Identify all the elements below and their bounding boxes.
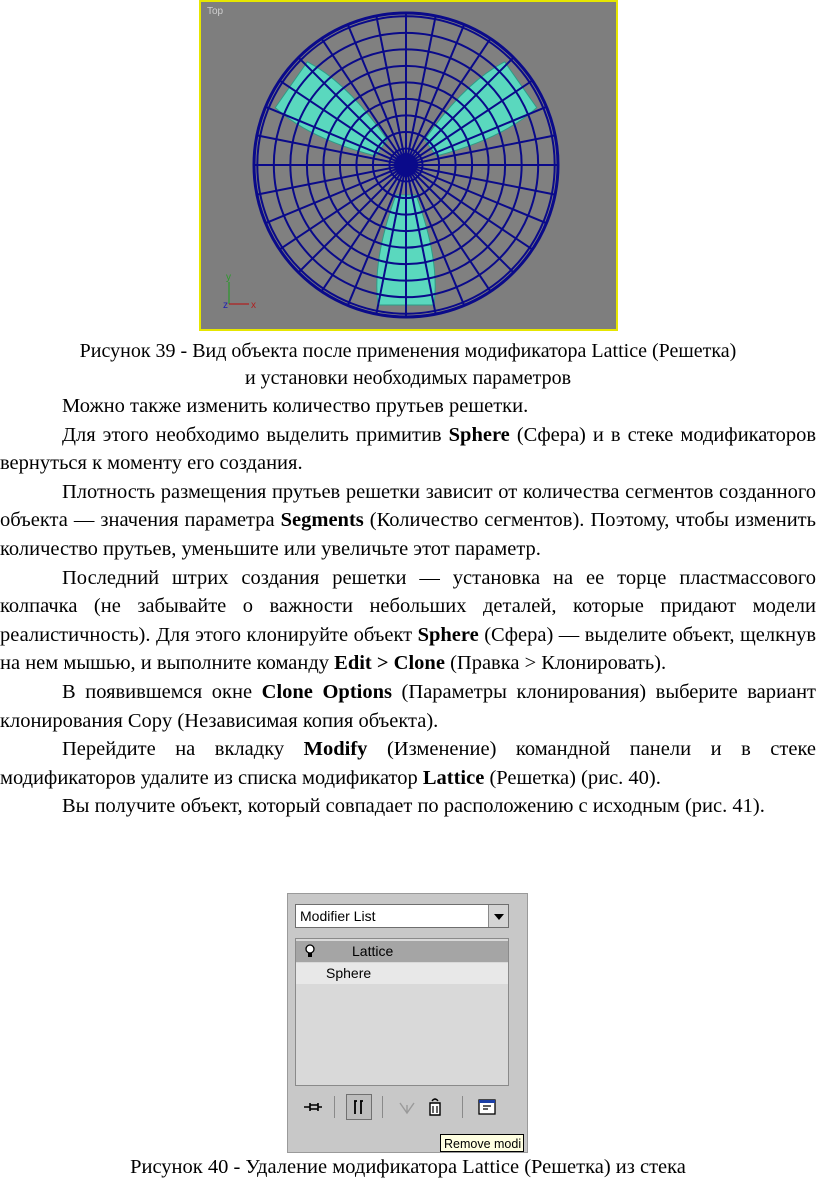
- modifier-list-label: Modifier List: [300, 908, 376, 924]
- figure-40-caption: Рисунок 40 - Удаление модификатора Lattice (Решетка) из стека: [130, 1156, 686, 1178]
- lightbulb-icon[interactable]: [304, 944, 316, 959]
- lattice-sphere-render: [201, 2, 616, 329]
- paragraph: Перейдите на вкладку Modify (Изменение) командной панели и в стеке модификаторов удалите из списка модификатор Lattice (Решетка) (рис. 40).: [0, 738, 816, 789]
- modifier-panel: [287, 893, 528, 1153]
- stack-item-label: Lattice: [352, 943, 394, 959]
- toolbar-separator: [382, 1096, 383, 1118]
- figure-39-caption-line1: Рисунок 39 - Вид объекта после применения модификатора Lattice (Решетка): [79, 340, 737, 362]
- figure-39-caption-line2: и установки необходимых параметров: [244, 367, 572, 389]
- configure-modifier-sets-button[interactable]: [474, 1094, 500, 1120]
- remove-modifier-tooltip: Remove modi: [440, 1134, 524, 1152]
- axis-y-label: y: [226, 272, 231, 283]
- show-end-result-button[interactable]: [346, 1094, 372, 1120]
- remove-modifier-button[interactable]: [422, 1094, 448, 1120]
- body-text: [0, 392, 816, 821]
- viewport-label: Top: [207, 6, 224, 17]
- paragraph: Плотность размещения прутьев решетки зависит от количества сегментов созданного объекта — значения параметра Segments (Количество сегментов). Поэтому, чтобы изменить количество прутьев, уменьшите или увеличьте этот параметр.: [0, 480, 816, 560]
- axis-x-label: x: [251, 300, 256, 311]
- top-viewport[interactable]: [199, 0, 618, 331]
- configure-icon: [474, 1094, 500, 1120]
- modifier-stack: [295, 938, 509, 1086]
- paragraph: Для этого необходимо выделить примитив Sphere (Сфера) и в стеке модификаторов вернуться к моменту его создания.: [0, 423, 816, 475]
- toolbar-separator: [334, 1096, 335, 1118]
- toolbar-separator: [462, 1096, 463, 1118]
- stack-toolbar: [288, 1094, 527, 1124]
- paragraph: В появившемся окне Clone Options (Параметры клонирования) выберите вариант клонирования Copy (Независимая копия объекта).: [0, 680, 816, 732]
- stack-item-label: Sphere: [326, 965, 372, 981]
- pin-stack-button[interactable]: [300, 1094, 326, 1120]
- axis-z-label: z: [223, 300, 228, 311]
- modifier-list-dropdown[interactable]: [295, 904, 509, 928]
- pin-icon: [300, 1094, 326, 1120]
- make-unique-button[interactable]: [394, 1094, 420, 1120]
- stack-item-sphere[interactable]: [296, 963, 508, 984]
- pole-joint: [394, 153, 418, 177]
- stack-item-lattice[interactable]: [296, 941, 508, 962]
- paragraph: Можно также изменить количество прутьев решетки.: [62, 395, 529, 417]
- trash-icon: [422, 1094, 448, 1120]
- make-unique-icon: [394, 1094, 420, 1120]
- paragraph: Вы получите объект, который совпадает по расположению с исходным (рис. 41).: [62, 795, 765, 818]
- show-end-result-icon: [347, 1095, 371, 1119]
- paragraph: Последний штрих создания решетки — установка на ее торце пластмассового колпачка (не забывайте о важности небольших деталей, которые придают модели реалистичность). Для этого клонируйте объект Sphere (Сфера) — выделите объект, щелкнув на нем мышью, и выполните команду Edit > Clone (Правка > Клонировать).: [0, 566, 816, 675]
- chevron-down-icon[interactable]: [488, 905, 508, 927]
